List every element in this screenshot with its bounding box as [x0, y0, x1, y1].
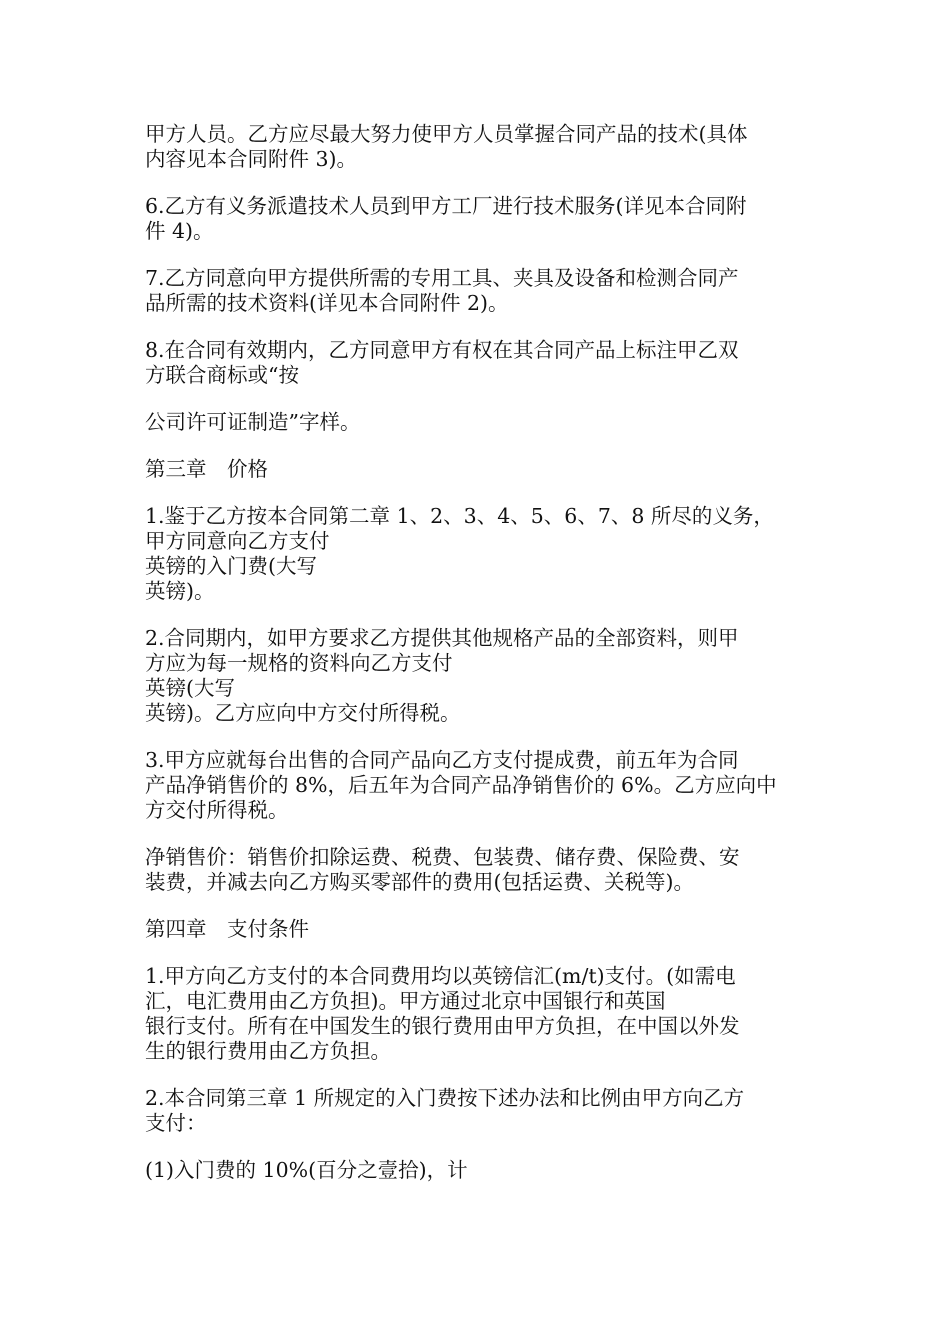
- paragraph-net-price: [145, 845, 810, 895]
- text-line: 品所需的技术资料(详见本合同附件 2)。: [145, 291, 509, 315]
- text-line: 装费，并减去向乙方购买零部件的费用(包括运费、关税等)。: [145, 870, 694, 894]
- text-line: (1)入门费的 10%(百分之壹拾)，计: [145, 1158, 468, 1182]
- text-line: 件 4)。: [145, 219, 214, 243]
- text-line: 甲方人员。乙方应尽最大努力使甲方人员掌握合同产品的技术(具体: [145, 122, 748, 146]
- paragraph-price-2: [145, 626, 810, 726]
- text-line: 甲方同意向乙方支付: [145, 529, 330, 553]
- text-line: 3.甲方应就每台出售的合同产品向乙方支付提成费，前五年为合同: [145, 748, 739, 772]
- paragraph-payment-1: [145, 964, 810, 1064]
- text-line: 8.在合同有效期内，乙方同意甲方有权在其合同产品上标注甲乙双: [145, 338, 739, 362]
- document-page: [145, 122, 810, 1205]
- paragraph-price-1: [145, 504, 810, 604]
- text-line: 2.合同期内，如甲方要求乙方提供其他规格产品的全部资料，则甲: [145, 626, 739, 650]
- paragraph-item-7: [145, 266, 810, 316]
- text-line: 净销售价：销售价扣除运费、税费、包装费、储存费、保险费、安: [145, 845, 740, 869]
- text-line: 6.乙方有义务派遣技术人员到甲方工厂进行技术服务(详见本合同附: [145, 194, 747, 218]
- text-line: 方交付所得税。: [145, 798, 289, 822]
- text-line: 方应为每一规格的资料向乙方支付: [145, 651, 453, 675]
- paragraph-item-6: [145, 194, 810, 244]
- text-line: 英镑)。: [145, 579, 215, 603]
- text-line: 方联合商标或“按: [145, 363, 299, 387]
- paragraph-price-3: [145, 748, 810, 823]
- text-line: 7.乙方同意向甲方提供所需的专用工具、夹具及设备和检测合同产: [145, 266, 739, 290]
- text-line: 生的银行费用由乙方负担。: [145, 1039, 391, 1063]
- heading-text: 第三章 价格: [145, 457, 268, 481]
- text-line: 1.鉴于乙方按本合同第二章 1、2、3、4、5、6、7、8 所尽的义务，: [145, 504, 774, 528]
- paragraph-training: [145, 122, 810, 172]
- text-line: 英镑)。乙方应向中方交付所得税。: [145, 701, 461, 725]
- text-line: 英镑(大写: [145, 676, 235, 700]
- paragraph-payment-2-1: [145, 1158, 810, 1183]
- heading-text: 第四章 支付条件: [145, 917, 309, 941]
- text-line: 2.本合同第三章 1 所规定的入门费按下述办法和比例由甲方向乙方: [145, 1086, 745, 1110]
- text-line: 产品净销售价的 8%，后五年为合同产品净销售价的 6%。乙方应向中: [145, 773, 777, 797]
- text-line: 内容见本合同附件 3)。: [145, 147, 358, 171]
- text-line: 公司许可证制造”字样。: [145, 410, 361, 434]
- text-line: 1.甲方向乙方支付的本合同费用均以英镑信汇(m/t)支付。(如需电: [145, 964, 736, 988]
- text-line: 银行支付。所有在中国发生的银行费用由甲方负担，在中国以外发: [145, 1014, 740, 1038]
- paragraph-item-8: [145, 338, 810, 388]
- paragraph-payment-2: [145, 1086, 810, 1136]
- chapter-3-heading: [145, 457, 810, 482]
- text-line: 汇，电汇费用由乙方负担)。甲方通过北京中国银行和英国: [145, 989, 666, 1013]
- paragraph-item-8-continued: [145, 410, 810, 435]
- text-line: 支付：: [145, 1111, 207, 1135]
- chapter-4-heading: [145, 917, 810, 942]
- text-line: 英镑的入门费(大写: [145, 554, 317, 578]
